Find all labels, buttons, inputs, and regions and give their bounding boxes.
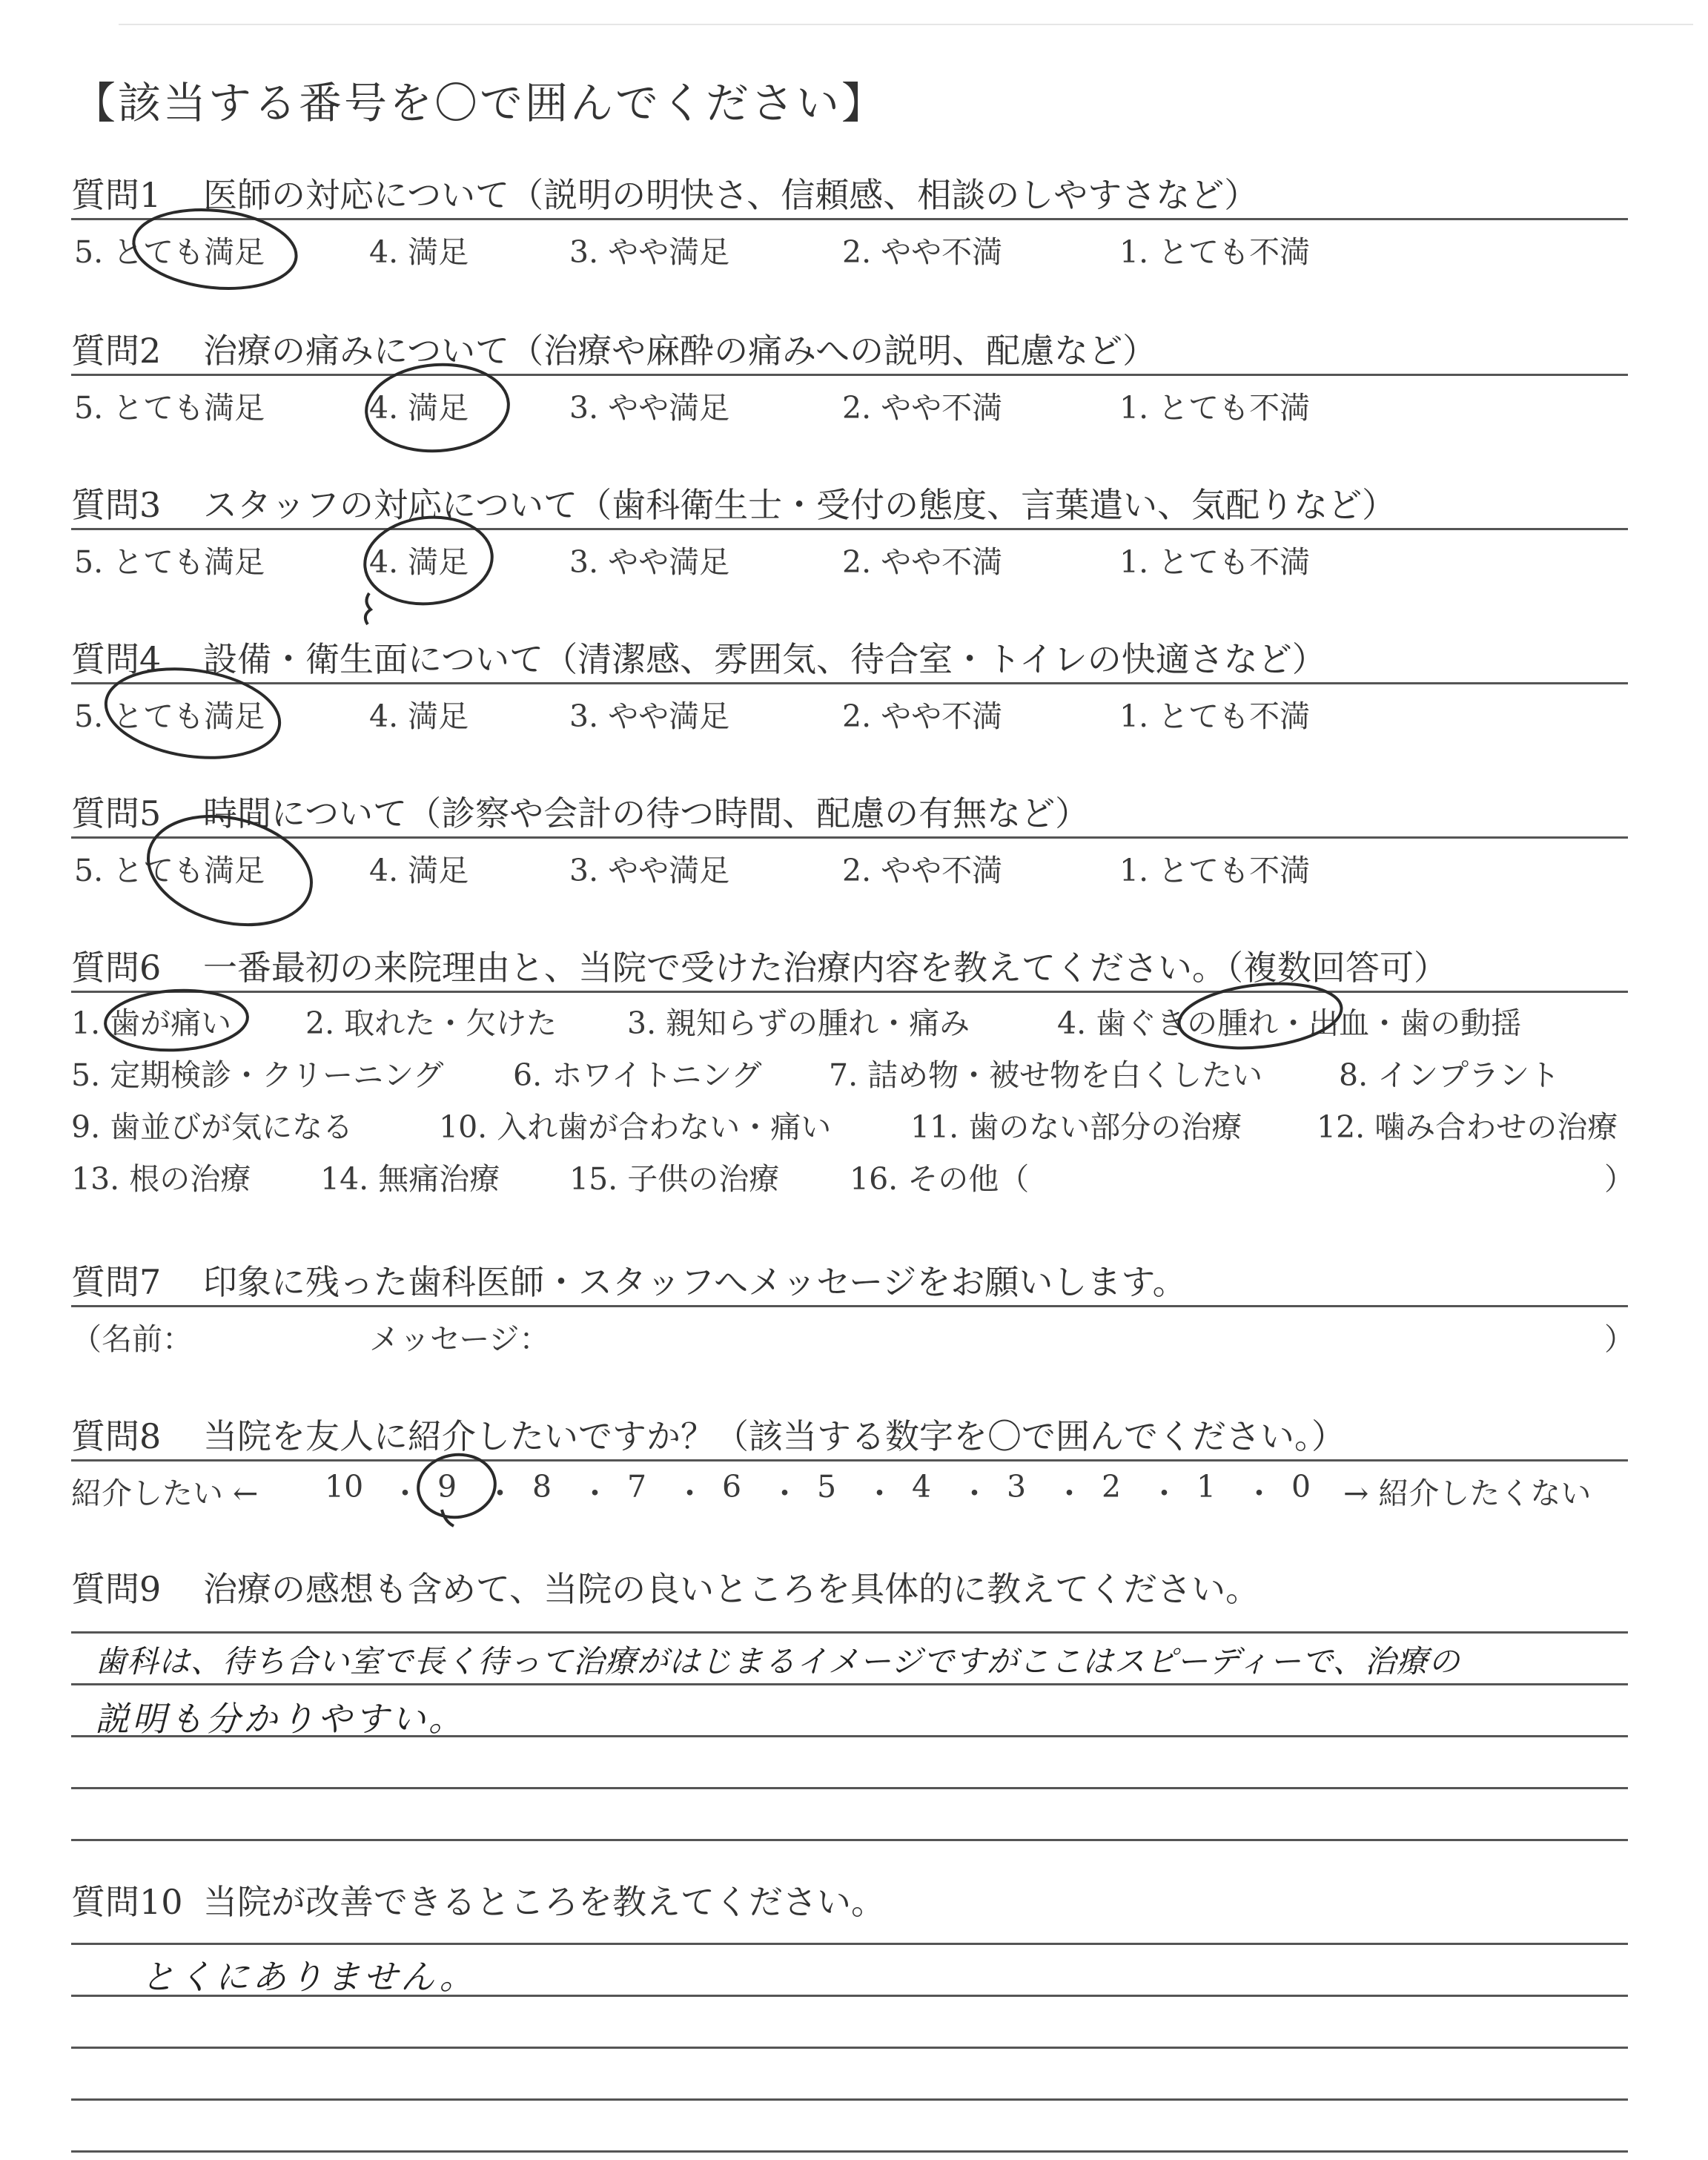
rating-options — [71, 530, 1628, 578]
answer-line — [71, 1631, 1628, 1634]
reason-option[interactable]: 15. 子供の治療 — [569, 1161, 780, 1197]
reason-option[interactable]: 3. 親知らずの腫れ・痛み — [627, 1005, 970, 1041]
scale-9[interactable]: 9 — [437, 1469, 457, 1505]
question-7 — [71, 1259, 1635, 1357]
reason-option[interactable]: 13. 根の治療 — [71, 1161, 251, 1197]
reason-option[interactable]: 11. 歯のない部分の治療 — [910, 1109, 1242, 1145]
option-3[interactable]: 3. やや満足 — [569, 853, 730, 888]
question-4-heading — [71, 636, 1628, 682]
handwritten-answer: とくにありません。 — [141, 1957, 477, 1997]
answer-line — [71, 1787, 1628, 1789]
rating-options — [71, 376, 1628, 426]
scale-10[interactable]: 10 — [325, 1469, 364, 1505]
reason-option[interactable]: 14. 無痛治療 — [320, 1161, 500, 1197]
option-1[interactable]: 1. とても不満 — [1119, 234, 1311, 270]
option-2[interactable]: 2. やや不満 — [842, 698, 1003, 734]
scale-dot: ・ — [959, 1476, 990, 1511]
reason-option[interactable]: 1. 歯が痛い — [71, 1005, 232, 1041]
reason-option[interactable]: 10. 入れ歯が合わない・痛い — [439, 1109, 832, 1145]
option-2[interactable]: 2. やや不満 — [842, 234, 1003, 270]
question-number: 質問8 — [71, 1416, 162, 1456]
question-number: 質問2 — [71, 331, 162, 371]
scale-dot: ・ — [580, 1476, 610, 1511]
question-3-heading — [71, 482, 1628, 528]
reason-option[interactable]: 8. インプラント — [1339, 1057, 1560, 1093]
scale-dot: ・ — [769, 1476, 800, 1511]
page-title: 【該当する番号を〇で囲んでください】 — [73, 78, 887, 128]
question-2-heading — [71, 328, 1628, 374]
question-10-heading — [71, 1879, 1628, 1925]
question-9-heading — [71, 1566, 1628, 1612]
question-text: 当院が改善できるところを教えてください。 — [203, 1882, 885, 1922]
question-2 — [71, 328, 1628, 426]
option-3[interactable]: 3. やや満足 — [569, 698, 730, 734]
option-4[interactable]: 4. 満足 — [369, 544, 469, 580]
question-number: 質問9 — [71, 1569, 162, 1609]
question-1 — [71, 172, 1628, 268]
option-5[interactable]: 5. とても満足 — [74, 544, 265, 580]
question-6-heading — [71, 945, 1628, 991]
answer-line — [71, 1839, 1628, 1841]
name-label: （名前： — [71, 1321, 193, 1357]
scale-2[interactable]: 2 — [1102, 1469, 1122, 1505]
reason-option[interactable]: 6. ホワイトニング — [513, 1057, 762, 1093]
scale-dot: ・ — [1244, 1476, 1274, 1511]
reason-option[interactable]: 5. 定期検診・クリーニング — [71, 1057, 444, 1093]
answer-line — [71, 2047, 1628, 2049]
option-3[interactable]: 3. やや満足 — [569, 234, 730, 270]
rating-options — [71, 839, 1628, 886]
question-3 — [71, 482, 1628, 578]
question-8 — [71, 1413, 1628, 1509]
pen-scribble — [365, 593, 371, 624]
scale-dot: ・ — [864, 1476, 895, 1511]
scale-dot: ・ — [675, 1476, 705, 1511]
scale-8[interactable]: 8 — [532, 1469, 552, 1505]
question-5-heading — [71, 790, 1628, 836]
question-5 — [71, 790, 1628, 886]
option-1[interactable]: 1. とても不満 — [1119, 853, 1311, 888]
question-10 — [71, 1879, 1628, 1925]
message-label: メッセージ： — [369, 1321, 550, 1357]
message-fields — [71, 1307, 1635, 1357]
option-5[interactable]: 5. とても満足 — [74, 234, 265, 270]
reason-option[interactable]: 9. 歯並びが気になる — [71, 1109, 354, 1145]
question-number: 質問1 — [71, 175, 162, 215]
option-3[interactable]: 3. やや満足 — [569, 544, 730, 580]
scale-6[interactable]: 6 — [722, 1469, 742, 1505]
reason-option[interactable]: 12. 噛み合わせの治療 — [1317, 1109, 1618, 1145]
scale-dot: ・ — [485, 1476, 515, 1511]
answer-line — [71, 2150, 1628, 2153]
answer-line — [71, 1683, 1628, 1685]
question-number: 質問5 — [71, 793, 162, 833]
reason-row-4 — [71, 1149, 1635, 1200]
option-4[interactable]: 4. 満足 — [369, 853, 469, 888]
option-1[interactable]: 1. とても不満 — [1119, 698, 1311, 734]
question-text: 治療の痛みについて（治療や麻酔の痛みへの説明、配慮など） — [203, 331, 1157, 371]
scale-5[interactable]: 5 — [817, 1469, 837, 1505]
option-3[interactable]: 3. やや満足 — [569, 390, 730, 426]
question-text: 一番最初の来院理由と、当院で受けた治療内容を教えてください。（複数回答可） — [203, 948, 1448, 988]
reason-row-1 — [71, 993, 1628, 1045]
answer-line — [71, 2098, 1628, 2101]
option-5[interactable]: 5. とても満足 — [74, 698, 265, 734]
handwritten-answer-line-1: 歯科は、待ち合い室で長く待って治療がはじまるイメージですがここはスピーディーで、治療の — [95, 1643, 1460, 1680]
question-1-heading — [71, 172, 1628, 218]
scale-right-label: → 紹介したくない — [1343, 1476, 1592, 1511]
other-close-paren: ） — [1604, 1161, 1635, 1197]
scale-left-label: 紹介したい ← — [71, 1476, 259, 1511]
handwritten-answer-line-2: 説明も分かりやすい。 — [95, 1699, 466, 1739]
scale-dot: ・ — [1054, 1476, 1085, 1511]
question-number: 質問10 — [71, 1882, 183, 1922]
reason-option[interactable]: 7. 詰め物・被せ物を白くしたい — [829, 1057, 1263, 1093]
question-text: 医師の対応について（説明の明快さ、信頼感、相談のしやすさなど） — [203, 175, 1259, 215]
rating-options — [71, 684, 1628, 732]
option-4[interactable]: 4. 満足 — [369, 390, 469, 426]
question-9 — [71, 1566, 1628, 1612]
option-2[interactable]: 2. やや不満 — [842, 853, 1003, 888]
question-text: 印象に残った歯科医師・スタッフへメッセージをお願いします。 — [203, 1262, 1187, 1302]
option-1[interactable]: 1. とても不満 — [1119, 390, 1311, 426]
answer-line — [71, 1943, 1628, 1945]
reason-option[interactable]: 4. 歯ぐきの腫れ・出血・歯の動揺 — [1057, 1005, 1522, 1041]
option-4[interactable]: 4. 満足 — [369, 234, 469, 270]
reason-option[interactable]: 2. 取れた・欠けた — [305, 1005, 557, 1041]
question-number: 質問7 — [71, 1262, 162, 1302]
pen-tail — [442, 1510, 454, 1526]
scale-1[interactable]: 1 — [1196, 1469, 1217, 1505]
question-4 — [71, 636, 1628, 732]
question-number: 質問3 — [71, 485, 162, 525]
scale-0[interactable]: 0 — [1291, 1469, 1311, 1505]
question-text: 設備・衛生面について（清潔感、雰囲気、待合室・トイレの快適さなど） — [203, 639, 1326, 679]
reason-option-other[interactable]: 16. その他（ — [850, 1161, 1030, 1197]
scale-3[interactable]: 3 — [1007, 1469, 1027, 1505]
option-1[interactable]: 1. とても不満 — [1119, 544, 1311, 580]
question-6 — [71, 945, 1635, 1200]
question-text: スタッフの対応について（歯科衛生士・受付の態度、言葉遣い、気配りなど） — [203, 485, 1397, 525]
rating-options — [71, 220, 1628, 268]
message-close-paren: ） — [1604, 1321, 1635, 1357]
scale-dot: ・ — [1149, 1476, 1179, 1511]
option-2[interactable]: 2. やや不満 — [842, 544, 1003, 580]
option-5[interactable]: 5. とても満足 — [74, 853, 265, 888]
question-number: 質問6 — [71, 948, 162, 988]
question-text: 治療の感想も含めて、当院の良いところを具体的に教えてください。 — [203, 1569, 1260, 1609]
option-5[interactable]: 5. とても満足 — [74, 390, 265, 426]
scan-edge-line — [119, 24, 1693, 25]
referral-scale — [71, 1462, 1628, 1509]
reason-row-2 — [71, 1045, 1628, 1097]
question-8-heading — [71, 1413, 1628, 1459]
option-2[interactable]: 2. やや不満 — [842, 390, 1003, 426]
question-text: 当院を友人に紹介したいですか？（該当する数字を〇で囲んでください。） — [203, 1416, 1345, 1456]
scale-dot: ・ — [390, 1476, 420, 1511]
option-4[interactable]: 4. 満足 — [369, 698, 469, 734]
scale-7[interactable]: 7 — [627, 1469, 647, 1505]
question-text: 時間について（診察や会計の待つ時間、配慮の有無など） — [203, 793, 1090, 833]
question-7-heading — [71, 1259, 1628, 1305]
scale-4[interactable]: 4 — [912, 1469, 932, 1505]
question-number: 質問4 — [71, 639, 162, 679]
reason-row-3 — [71, 1097, 1628, 1149]
